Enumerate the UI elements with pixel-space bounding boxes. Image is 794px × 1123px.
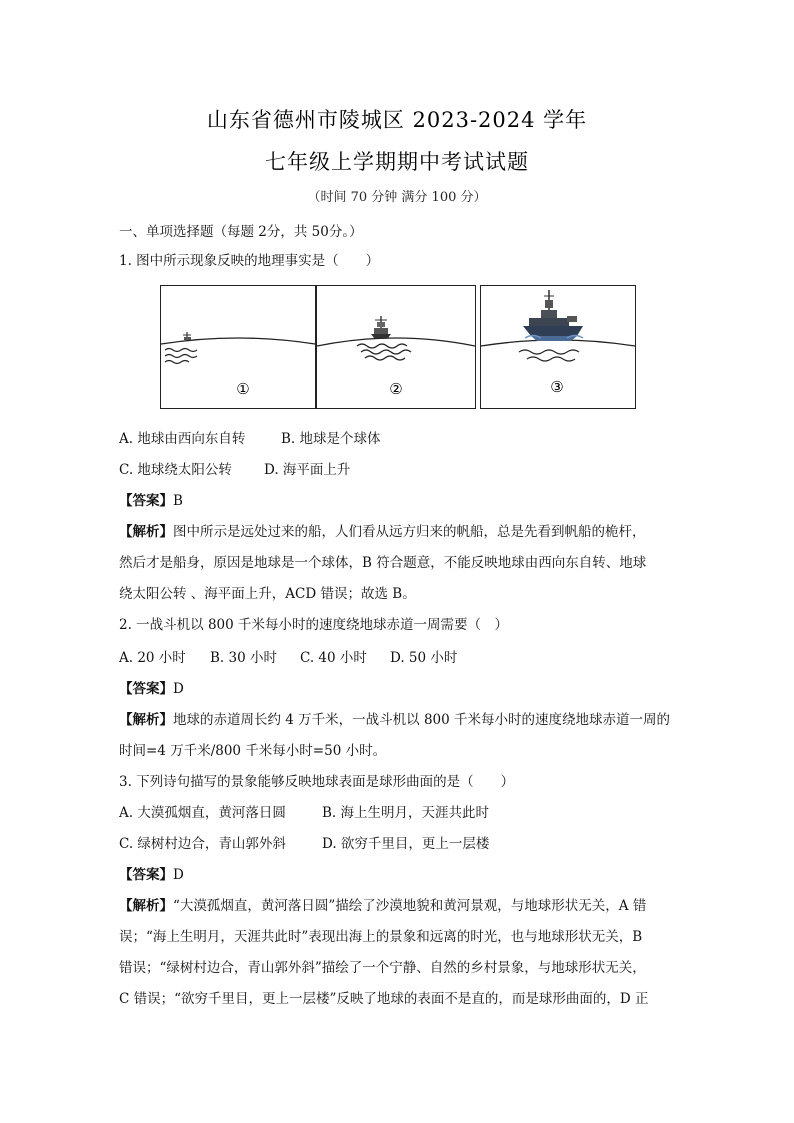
analysis-text: 图中所示是远处过来的船，人们看从远方归来的帆船，总是先看到帆船的桅杆， xyxy=(173,524,646,540)
question-3-option-d: D. 欲穷千里目，更上一层楼 xyxy=(322,836,490,852)
answer-label: 【答案】 xyxy=(119,867,173,883)
section-heading: 一、单项选择题（每题 2分，共 50分。） xyxy=(119,224,363,240)
question-2-option-a: A. 20 小时 xyxy=(119,650,186,666)
question-3-answer xyxy=(119,863,184,883)
exam-subtitle: （时间 70 分钟 满分 100 分） xyxy=(307,190,487,205)
large-ship-icon xyxy=(523,290,583,341)
question-2-stem: 2. 一战斗机以 800 千米每小时的速度绕地球赤道一周需要（ ） xyxy=(119,617,509,633)
figure-panel-3 xyxy=(480,285,636,409)
question-1-figure xyxy=(160,285,636,411)
small-ship-icon xyxy=(183,332,191,340)
analysis-label: 【解析】 xyxy=(119,712,173,728)
answer-value: D xyxy=(173,681,184,697)
question-3-analysis-line4: C 错误；“欲穷千里目，更上一层楼”反映了地球的表面不是直的，而是球形曲面的，D 正 xyxy=(119,991,649,1007)
question-2-analysis-line1 xyxy=(119,708,670,728)
question-2-option-c: C. 40 小时 xyxy=(300,650,367,666)
question-1-answer xyxy=(119,489,183,509)
exam-title-line2: 七年级上学期期中考试试题 xyxy=(265,150,529,174)
question-3-stem: 3. 下列诗句描写的景象能够反映地球表面是球形曲面的是（ ） xyxy=(119,774,515,790)
analysis-label: 【解析】 xyxy=(119,898,173,914)
question-2-analysis-line2: 时间=4 万千米/800 千米每小时=50 小时。 xyxy=(119,743,387,759)
question-1-option-d: D. 海平面上升 xyxy=(264,462,351,478)
question-1-analysis-line2: 然后才是船身，原因是地球是一个球体，B 符合题意，不能反映地球由西向东自转、地球 xyxy=(119,555,647,571)
medium-ship-icon xyxy=(371,316,391,338)
question-2-option-b: B. 30 小时 xyxy=(210,650,277,666)
question-3-option-b: B. 海上生明月，天涯共此时 xyxy=(322,805,490,821)
question-3-option-a: A. 大漠孤烟直，黄河落日圆 xyxy=(119,805,286,821)
analysis-label: 【解析】 xyxy=(119,524,173,540)
panel-3-label: ③ xyxy=(550,378,564,396)
question-1-analysis-line1 xyxy=(119,520,646,540)
question-1-option-c: C. 地球绕太阳公转 xyxy=(119,462,232,478)
panel-2-scene xyxy=(317,286,475,408)
question-3-analysis-line1 xyxy=(119,894,646,914)
question-3-analysis-line3: 错误；“绿树村边合，青山郭外斜”描绘了一个宁静、自然的乡村景象，与地球形状无关， xyxy=(119,960,646,976)
answer-value: D xyxy=(173,867,184,883)
figure-panel-1 xyxy=(160,285,316,409)
panel-1-scene xyxy=(161,286,315,408)
question-1-analysis-line3: 绕太阳公转 、海平面上升，ACD 错误；故选 B。 xyxy=(119,586,416,602)
question-1-stem: 1. 图中所示现象反映的地理事实是（ ） xyxy=(119,253,380,269)
panel-3-scene xyxy=(481,286,635,408)
figure-panel-2 xyxy=(316,285,476,409)
question-3-analysis-line2: 误；“海上生明月，天涯共此时”表现出海上的景象和远离的时光，也与地球形状无关，B xyxy=(119,929,643,945)
question-2-option-d: D. 50 小时 xyxy=(390,650,458,666)
panel-2-label: ② xyxy=(389,380,403,398)
analysis-text: “大漠孤烟直，黄河落日圆”描绘了沙漠地貌和黄河景观，与地球形状无关，A 错 xyxy=(173,898,647,914)
panel-1-label: ① xyxy=(236,380,250,398)
answer-value: B xyxy=(173,493,183,509)
answer-label: 【答案】 xyxy=(119,493,173,509)
exam-title-line1: 山东省德州市陵城区 2023-2024 学年 xyxy=(206,108,588,132)
question-1-option-a: A. 地球由西向东自转 xyxy=(119,431,246,447)
question-1-option-b: B. 地球是个球体 xyxy=(281,431,381,447)
question-3-option-c: C. 绿树村边合，青山郭外斜 xyxy=(119,836,286,852)
analysis-text: 地球的赤道周长约 4 万千米，一战斗机以 800 千米每小时的速度绕地球赤道一周的 xyxy=(173,712,671,728)
question-2-answer xyxy=(119,677,184,697)
answer-label: 【答案】 xyxy=(119,681,173,697)
